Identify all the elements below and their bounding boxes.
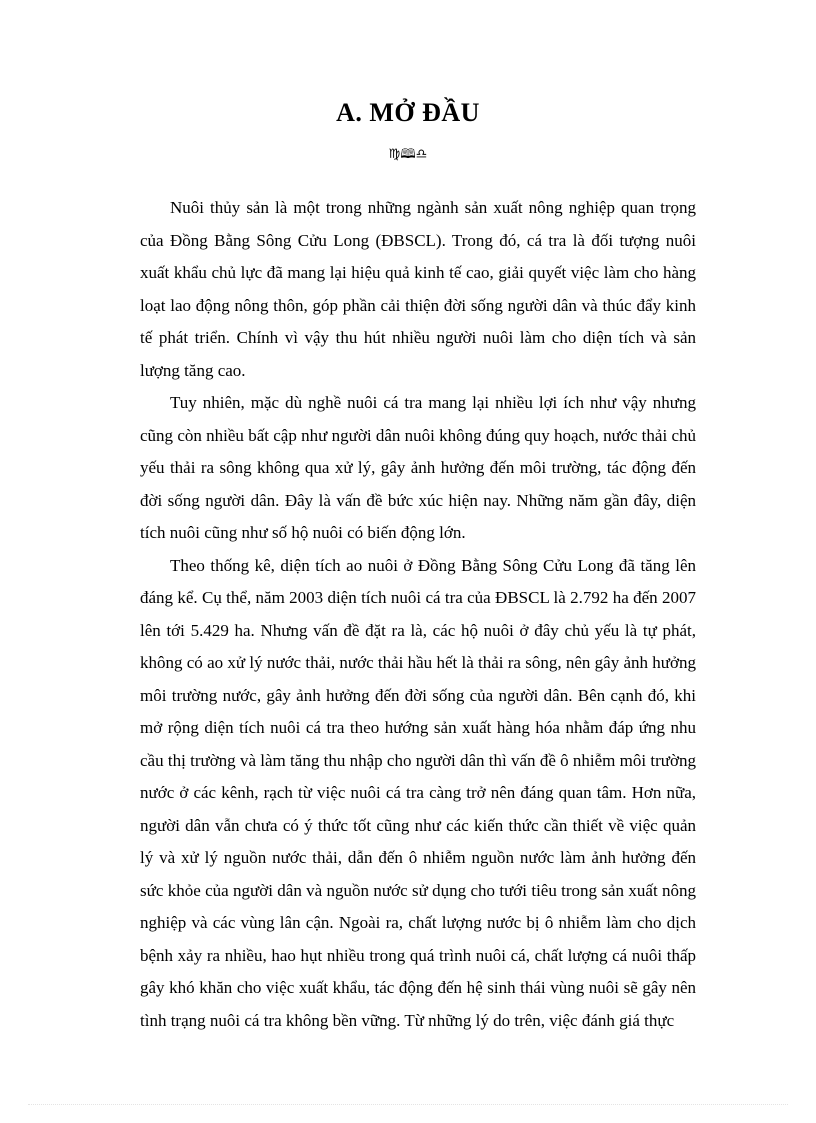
page-footer-divider — [28, 1104, 788, 1105]
paragraph-1: Nuôi thủy sản là một trong những ngành sản xuất nông nghiệp quan trọng của Đồng Bằng Sông Cửu Long (ĐBSCL). Trong đó, cá tra là đối tượng nuôi xuất khẩu chủ lực đã mang lại hiệu quả kinh tế cao, giải quyết việc làm cho hàng loạt lao động nông thôn, góp phần cải thiện đời sống người dân và thúc đẩy kinh tế phát triển. Chính vì vậy thu hút nhiều người nuôi làm cho diện tích và sản lượng tăng cao. — [140, 198, 696, 380]
page-title: A. MỞ ĐẦU — [336, 98, 480, 127]
paragraph-3: Theo thống kê, diện tích ao nuôi ở Đồng Bằng Sông Cửu Long đã tăng lên đáng kể. Cụ thể, năm 2003 diện tích nuôi cá tra của ĐBSCL là 2.792 ha đến 2007 lên tới 5.429 ha. Nhưng vấn đề đặt ra là, các hộ nuôi ở đây chủ yếu là tự phát, không có ao xử lý nước thải, nước thải hầu hết là thải ra sông, nên gây ảnh hưởng môi trường nước, gây ảnh hưởng đến đời sống của người dân. Bên cạnh đó, khi mở rộng diện tích nuôi cá tra theo hướng sản xuất hàng hóa nhằm đáp ứng nhu cầu thị trường và làm tăng thu nhập cho người dân thì vấn đề ô nhiễm môi trường nước ở các kênh, rạch từ việc nuôi cá tra càng trở nên đáng quan tâm. Hơn nữa, người dân vẫn chưa có ý thức tốt cũng như các kiến thức cần thiết về việc quản lý và xử lý nguồn nước thải, dẫn đến ô nhiễm nguồn nước làm ảnh hưởng đến sức khỏe của người dân và nguồn nước sử dụng cho tưới tiêu trong sản xuất nông nghiệp và các vùng lân cận. Ngoài ra, chất lượng nước bị ô nhiễm làm cho dịch bệnh xảy ra nhiều, hao hụt nhiều trong quá trình nuôi cá, chất lượng cá nuôi thấp gây khó khăn cho việc xuất khẩu, tác động đến hệ sinh thái vùng nuôi sẽ gây nên tình trạng nuôi cá tra không bền vững. Từ những lý do trên, việc đánh giá thực — [140, 555, 696, 1030]
body-text — [140, 192, 696, 1037]
ornament-glyphs: ♍🕮♎ — [388, 147, 428, 162]
paragraph-2: Tuy nhiên, mặc dù nghề nuôi cá tra mang lại nhiều lợi ích như vậy nhưng cũng còn nhiều bất cập như người dân nuôi không đúng quy hoạch, nước thải chủ yếu thải ra sông không qua xử lý, gây ảnh hưởng đến môi trường, tác động đến đời sống người dân. Đây là vấn đề bức xúc hiện nay. Những năm gần đây, diện tích nuôi cũng như số hộ nuôi có biến động lớn. — [140, 393, 696, 542]
